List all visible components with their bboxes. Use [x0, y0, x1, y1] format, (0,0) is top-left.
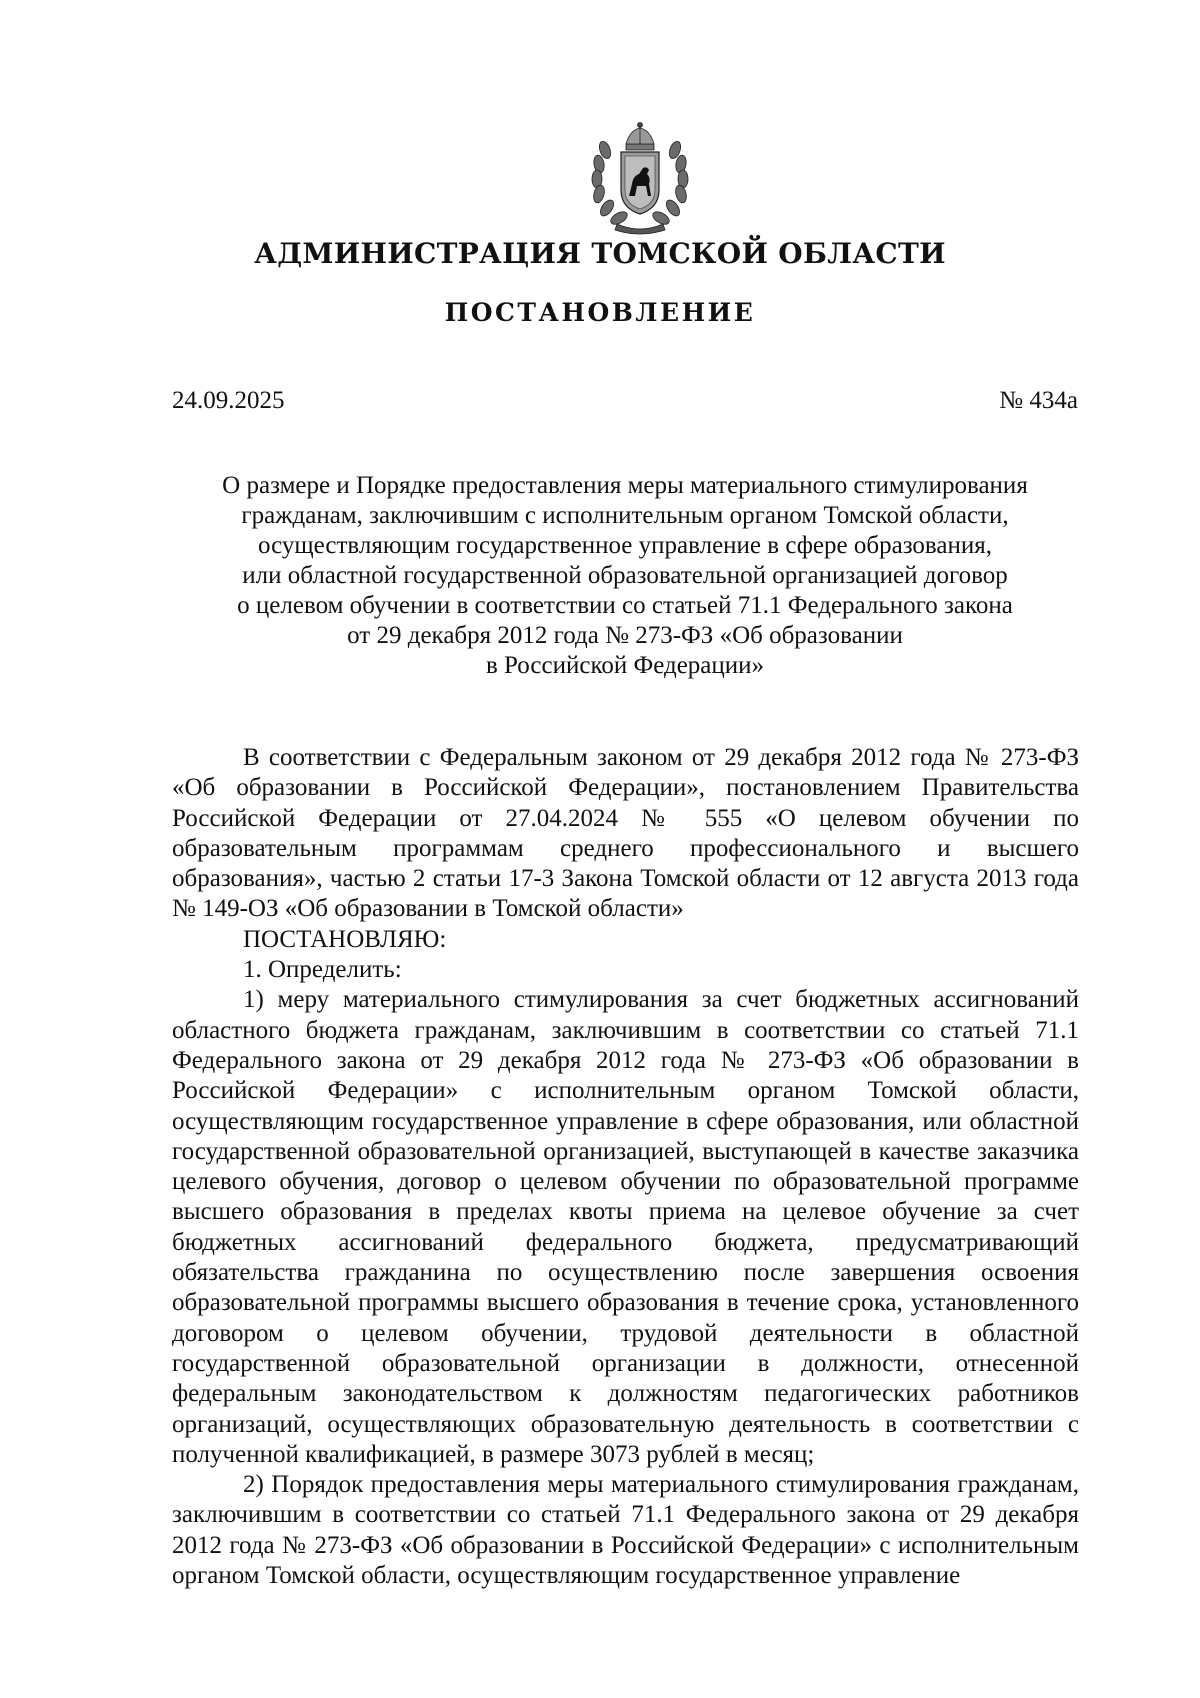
preamble-paragraph: В соответствии с Федеральным законом от 29 декабря 2012 года № 273-ФЗ «Об образовании в Российской Федерации», постановлением Правительства Российской Федерации от 27.04.2024 № 555 «О целевом обучении по образовательным программам среднего профессионального и высшего образования», частью 2 статьи 17-3 Закона Томской области от 12 августа 2013 года № 149-ОЗ «Об образовании в Томской области» — [172, 744, 1079, 923]
subject-line: гражданам, заключившим с исполнительным органом Томской области, — [241, 502, 1009, 529]
subject-line: осуществляющим государственное управление в сфере образования, — [258, 532, 992, 559]
document-body — [172, 743, 1079, 1591]
coat-of-arms-icon — [583, 120, 697, 236]
organization-title: АДМИНИСТРАЦИЯ ТОМСКОЙ ОБЛАСТИ — [254, 237, 946, 270]
item-1-1-paragraph: 1) меру материального стимулирования за счет бюджетных ассигнований областного бюджета гражданам, заключившим в соответствии со статьей 71.1 Федерального закона от 29 декабря 2012 года № 273-ФЗ «Об образовании в Российской Федерации» с исполнительным органом Томской области, осуществляющим государственное управление в сфере образования, или областной государственной образовательной организацией, выступающей в качестве заказчика целевого обучения, договор о целевом обучении по образовательной программе высшего образования в пределах квоты приема на целевое обучение за счет бюджетных ассигнований федерального бюджета, предусматривающий обязательства гражданина по осуществлению после завершения освоения образовательной программы высшего образования в течение срока, установленного договором о целевом обучении, трудовой деятельности в областной государственной образовательной организации в должности, отнесенной федеральным законодательством к должностям педагогических работников организаций, осуществляющих образовательную деятельность в соответствии с полученной квалификацией, в размере 3073 рублей в месяц; — [172, 986, 1079, 1468]
subject-line: или областной государственной образовательной организацией договор — [242, 562, 1008, 589]
document-date: 24.09.2025 — [172, 387, 285, 414]
subject-line: о целевом обучении в соответствии со статьей 71.1 Федерального закона — [237, 592, 1013, 619]
subject-line: О размере и Порядке предоставления меры материального стимулирования — [222, 472, 1028, 499]
subject-line: в Российской Федерации» — [485, 652, 765, 679]
item-1-2-paragraph: 2) Порядок предоставления меры материального стимулирования гражданам, заключившим в соответствии со статьей 71.1 Федерального закона от 29 декабря 2012 года № 273-ФЗ «Об образовании в Российской Федерации» с исполнительным органом Томской области, осуществляющим государственное управление — [172, 1471, 1079, 1590]
item-1-paragraph: 1. Определить: — [243, 956, 402, 984]
document-number: № 434а — [999, 387, 1078, 414]
document-subject — [172, 471, 1078, 681]
decree-word: ПОСТАНОВЛЯЮ: — [243, 925, 447, 953]
document-type-title: ПОСТАНОВЛЕНИЕ — [444, 298, 756, 327]
subject-line: от 29 декабря 2012 года № 273-ФЗ «Об образовании — [347, 622, 903, 649]
